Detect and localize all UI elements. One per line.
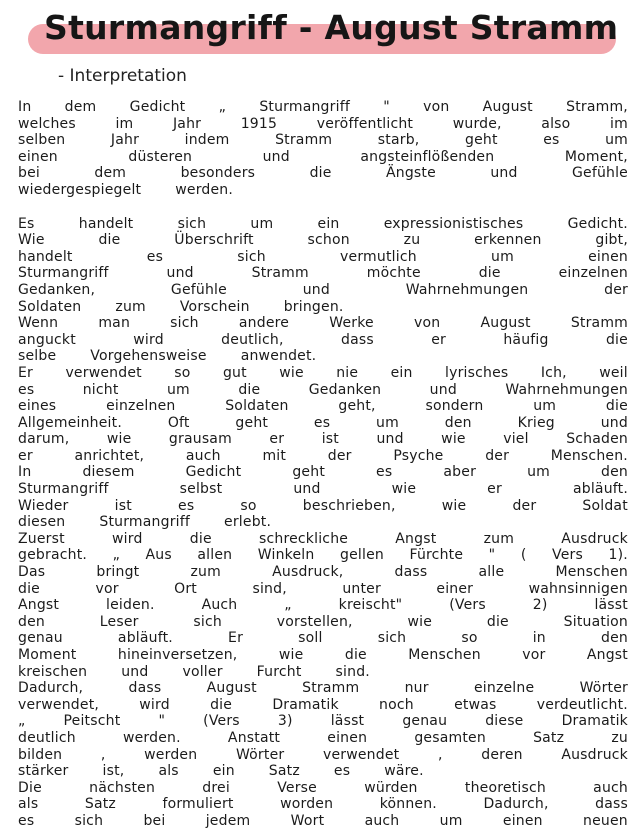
text-line: welches im Jahr 1915 veröffentlicht wurde, also im (18, 115, 628, 132)
page-title: Sturmangriff - August Stramm (44, 8, 619, 47)
text-line: es nicht um die Gedanken und Wahrnehmungen (18, 381, 628, 398)
text-line: genau abläuft. Er soll sich so in den (18, 630, 628, 647)
text-line: eines einzelnen Soldaten geht, sondern um die (18, 398, 628, 415)
text-line: Das bringt zum Ausdruck, dass alle Menschen (18, 564, 628, 581)
text-line: In dem Gedicht „ Sturmangriff " von August Stramm, (18, 99, 628, 115)
text-line: die vor Ort sind, unter einer wahnsinnigen (18, 580, 628, 597)
paragraph (18, 216, 628, 830)
text-line: Zuerst wird die schreckliche Angst zum Ausdruck (18, 530, 628, 547)
subtitle: - Interpretation (58, 66, 187, 86)
text-line: Die nächsten drei Verse würden theoretisch auch (18, 779, 628, 796)
text-line: einen düsteren und angsteinflößenden Moment, (18, 148, 628, 165)
text-line: Wie die Überschrift schon zu erkennen gibt, (18, 232, 628, 249)
text-line: Sturmangriff selbst und wie er abläuft. (18, 481, 628, 498)
text-line: Angst leiden. Auch „ kreischt" (Vers 2) lässt (18, 597, 628, 614)
text-line: Soldaten zum Vorschein bringen. (18, 298, 344, 315)
text-line: bei dem besonders die Ängste und Gefühle (18, 165, 628, 182)
text-line: In diesem Gedicht geht es aber um den (18, 464, 628, 481)
text-line: Wieder ist es so beschrieben, wie der Soldat (18, 497, 628, 514)
text-line: stärker ist, als ein Satz es wäre. (18, 763, 424, 780)
text-line: anguckt wird deutlich, dass er häufig die (18, 331, 628, 348)
text-line: deutlich werden. Anstatt einen gesamten Satz zu (18, 729, 628, 746)
text-line: gebracht. „ Aus allen Winkeln gellen Fürchte " ( Vers 1). (18, 547, 628, 564)
text-line: handelt es sich vermutlich um einen (18, 248, 628, 265)
text-line: Gedanken, Gefühle und Wahrnehmungen der (18, 281, 628, 298)
text-line: den Leser sich vorstellen, wie die Situation (18, 613, 628, 630)
paragraph (18, 99, 628, 199)
text-line: selbe Vorgehensweise anwendet. (18, 348, 317, 365)
text-line: Er verwendet so gut wie nie ein lyrisches Ich, weil (18, 364, 628, 381)
text-line: „ Peitscht " (Vers 3) lässt genau diese Dramatik (18, 713, 628, 730)
text-line: es sich bei jedem Wort auch um einen neuen (18, 812, 628, 829)
text-line: selben Jahr indem Stramm starb, geht es um (18, 132, 628, 149)
text-line: Moment hineinversetzen, wie die Menschen vor Angst (18, 647, 628, 663)
text-line: Sturmangriff und Stramm möchte die einzelnen (18, 265, 628, 282)
text-line: verwendet, wird die Dramatik noch etwas verdeutlicht. (18, 696, 628, 713)
text-line: er anrichtet, auch mit der Psyche der Menschen. (18, 447, 628, 464)
text-line: Allgemeinheit. Oft geht es um den Krieg und (18, 414, 628, 431)
text-line: kreischen und voller Furcht sind. (18, 663, 370, 680)
document-body (18, 99, 628, 830)
text-line: darum, wie grausam er ist und wie viel Schaden (18, 431, 628, 448)
text-line: Dadurch, dass August Stramm nur einzelne Wörter (18, 680, 628, 697)
text-line: wiedergespiegelt werden. (18, 181, 234, 198)
text-line: diesen Sturmangriff erlebt. (18, 514, 272, 531)
text-line: Es handelt sich um ein expressionistisches Gedicht. (18, 215, 628, 232)
text-line: als Satz formuliert worden können. Dadurch, dass (18, 796, 628, 813)
text-line: Wenn man sich andere Werke von August Stramm (18, 315, 628, 332)
text-line: bilden , werden Wörter verwendet , deren Ausdruck (18, 746, 628, 763)
